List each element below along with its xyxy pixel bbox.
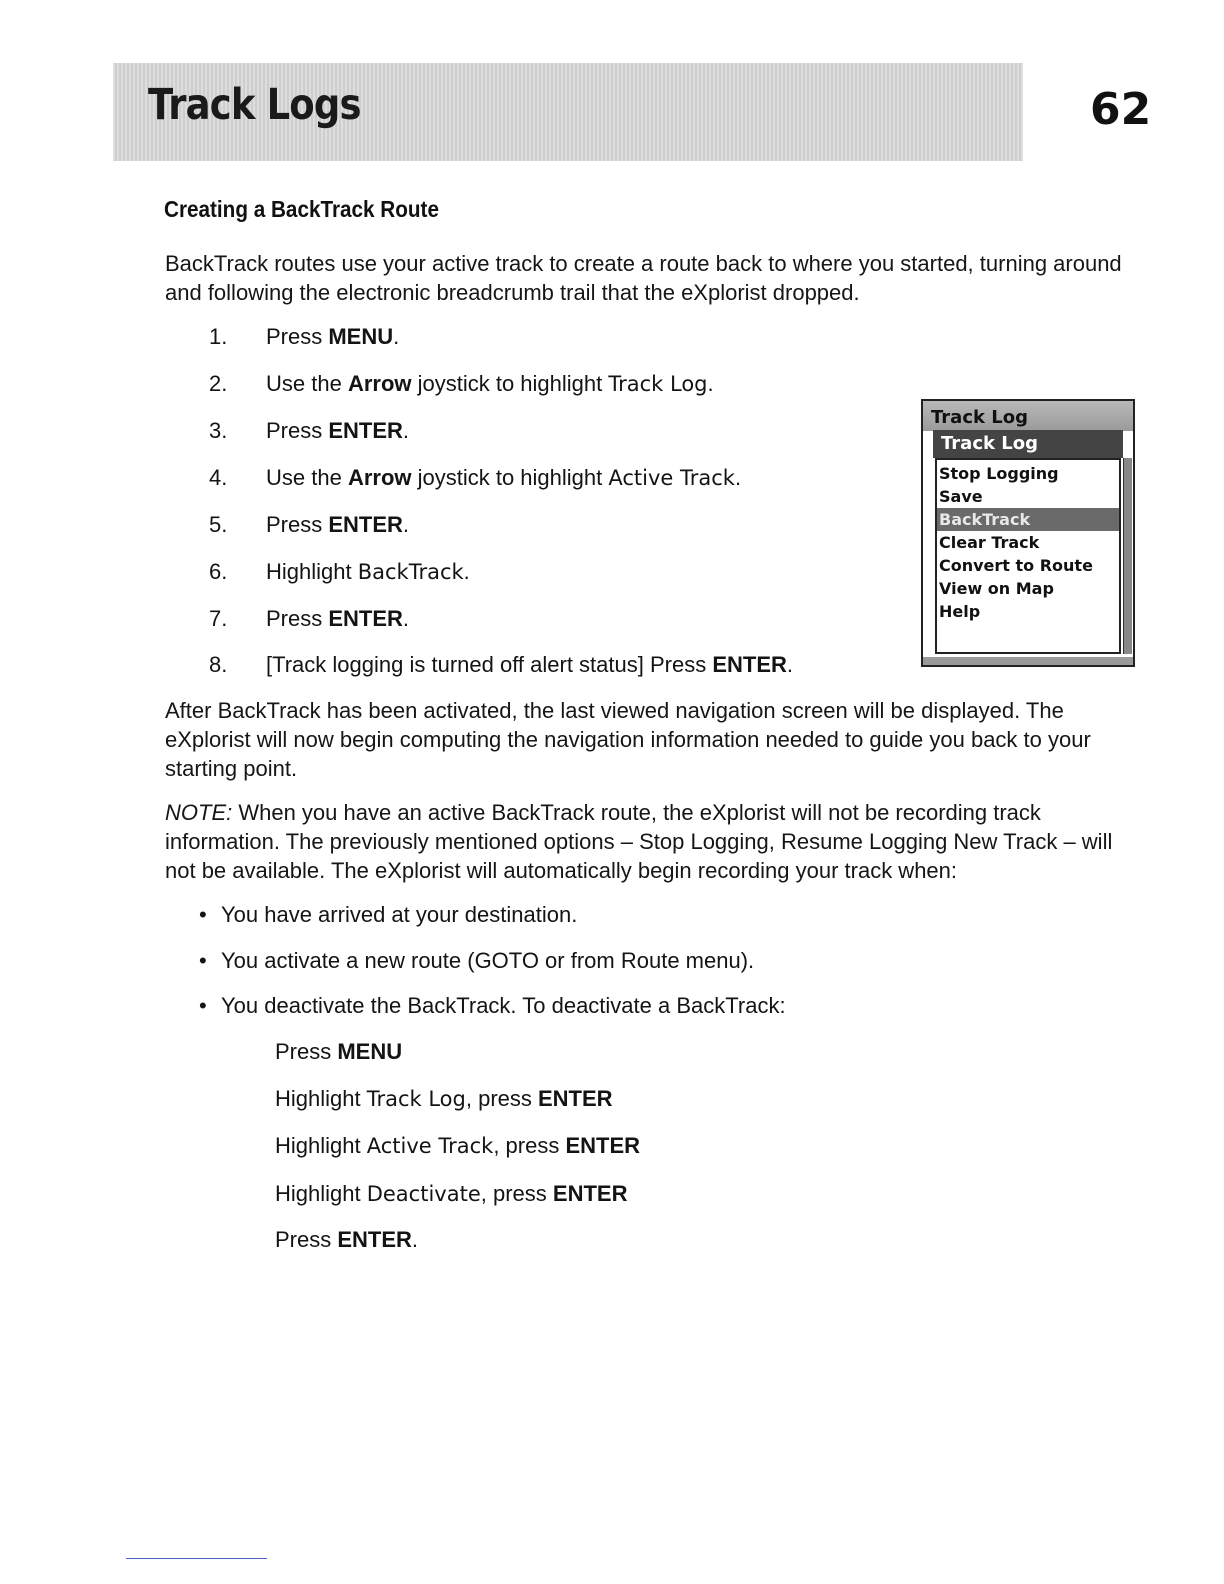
footer-rule [126, 1558, 267, 1559]
step-8: 8. [Track logging is turned off alert status] Press ENTER. [209, 652, 794, 677]
page-number: 62 [1090, 84, 1152, 135]
bullet-item: • You activate a new route (GOTO or from Route menu). [199, 948, 755, 973]
menu-item-view-on-map[interactable]: View on Map [939, 579, 1054, 598]
after-paragraph: After BackTrack has been activated, the last viewed navigation screen will be displayed. The eXplorist will now begin computing the navigation information needed to guide you back to your starting point. [165, 698, 1091, 781]
device-scrollbar [1123, 458, 1132, 654]
device-menu [935, 458, 1121, 654]
note-text: When you have an active BackTrack route, the eXplorist will not be recording track information. The previously mentioned options – Stop Logging, Resume Logging New Track – will not be available. The eXplorist will automatically begin recording your track when: [165, 800, 1113, 883]
note-label: NOTE: [165, 800, 233, 825]
menu-item-stop-logging[interactable]: Stop Logging [939, 464, 1059, 483]
intro-paragraph: BackTrack routes use your active track to create a route back to where you started, turning around and following the electronic breadcrumb trail that the eXplorist dropped. [165, 251, 1122, 305]
step-5: 5. Press ENTER. [209, 512, 410, 537]
deactivate-step-1: Press MENU [275, 1039, 403, 1064]
deactivate-step-5: Press ENTER. [275, 1227, 419, 1252]
device-menu-header: Track Log [933, 430, 1123, 458]
section-title: Creating a BackTrack Route [164, 196, 439, 222]
step-2: 2. Use the Arrow joystick to highlight Track Log. [209, 371, 714, 396]
device-screen-title: Track Log [931, 407, 1028, 428]
menu-item-help[interactable]: Help [939, 602, 981, 621]
deactivate-step-3: Highlight Active Track, press ENTER [275, 1133, 641, 1158]
menu-item-convert-to-route[interactable]: Convert to Route [939, 556, 1093, 575]
step-1: 1. Press MENU. [209, 324, 400, 349]
step-7: 7. Press ENTER. [209, 606, 410, 631]
menu-item-backtrack[interactable]: BackTrack [937, 508, 1119, 531]
deactivate-step-4: Highlight Deactivate, press ENTER [275, 1181, 628, 1206]
chapter-title: Track Logs [148, 80, 361, 130]
bullet-item: • You deactivate the BackTrack. To deactivate a BackTrack: [199, 993, 786, 1018]
menu-item-save[interactable]: Save [939, 487, 983, 506]
device-bottom-bar [923, 657, 1133, 665]
step-6: 6. Highlight BackTrack. [209, 559, 470, 584]
deactivate-step-2: Highlight Track Log, press ENTER [275, 1086, 613, 1111]
menu-item-clear-track[interactable]: Clear Track [939, 533, 1040, 552]
bullet-item: • You have arrived at your destination. [199, 902, 578, 927]
device-screenshot [921, 399, 1135, 667]
step-3: 3. Press ENTER. [209, 418, 410, 443]
note-paragraph [165, 798, 1145, 885]
step-4: 4. Use the Arrow joystick to highlight Active Track. [209, 465, 742, 490]
